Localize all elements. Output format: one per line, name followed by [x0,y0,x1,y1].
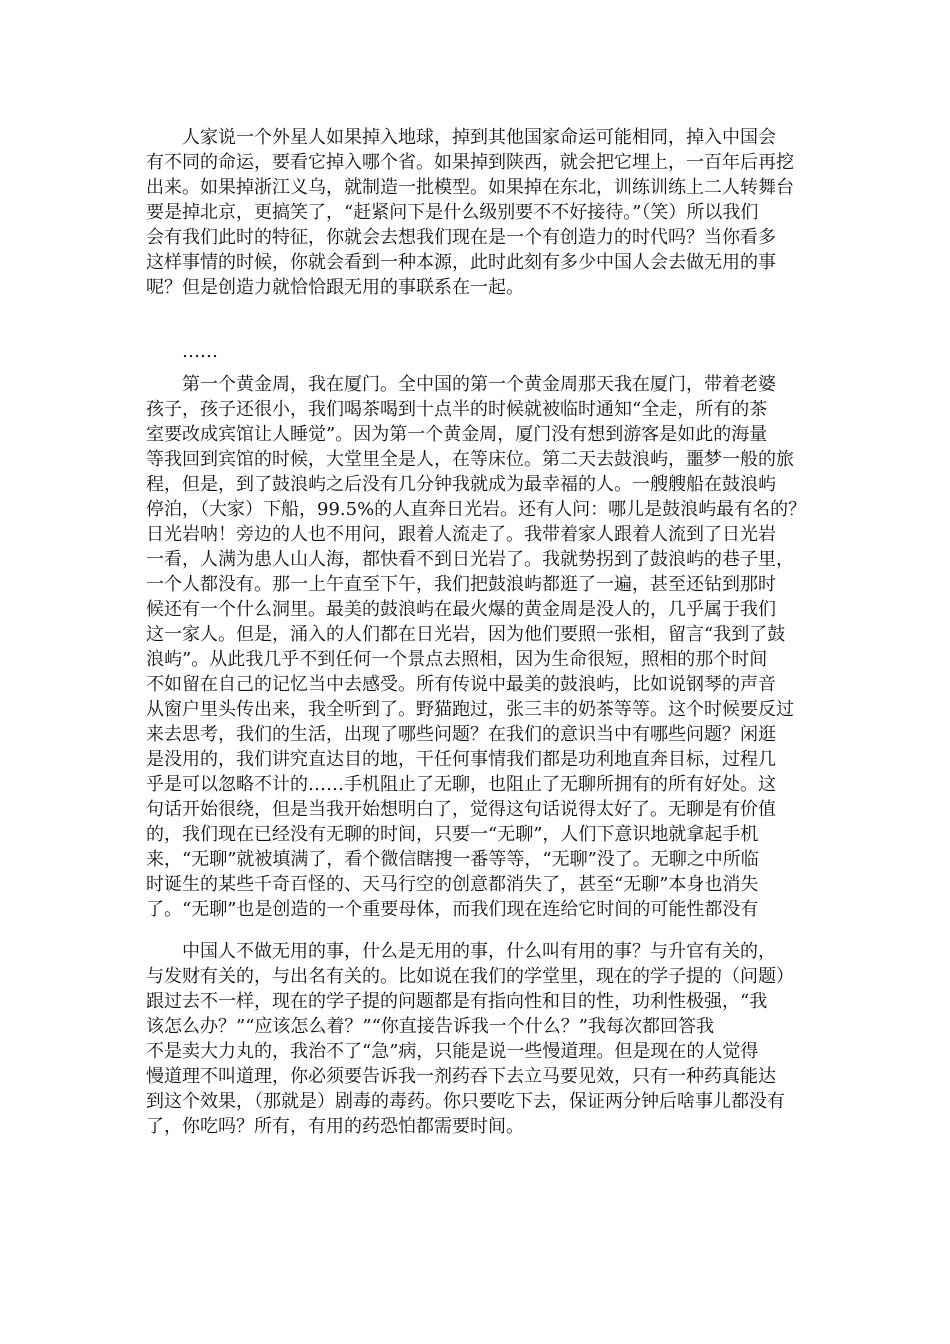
text-line: 来，“无聊”就被填满了，看个微信瞎搜一番等等，“无聊”没了。无聊之中所临 [146,849,759,870]
text-line: 不如留在自己的记忆当中去感受。所有传说中最美的鼓浪屿，比如说钢琴的声音 [146,674,776,695]
text-line: 要是掉北京，更搞笑了，“赶紧问下是什么级别要不不好接待。”（笑）所以我们 [146,202,759,223]
text-line: 室要改成宾馆让人睡觉”。因为第一个黄金周，厦门没有想到游客是如此的海量 [146,424,768,445]
text-line: 乎是可以忽略不计的……手机阻止了无聊，也阻止了无聊所拥有的所有好处。这 [146,774,776,795]
text-line: 了，你吃吗？所有，有用的药恐怕都需要时间。 [146,1116,524,1137]
text-line: 呢？但是创造力就恰恰跟无用的事联系在一起。 [146,277,524,298]
text-line: 第一个黄金周，我在厦门。全中国的第一个黄金周那天我在厦门，带着老婆 [182,374,776,395]
text-line: 浪屿”。从此我几乎不到任何一个景点去照相，因为生命很短，照相的那个时间 [146,649,768,670]
paragraph-3 [146,939,814,1139]
text-line: 一个人都没有。那一上午直至下午，我们把鼓浪屿都逛了一遍，甚至还钻到那时 [146,574,776,595]
text-line: 人家说一个外星人如果掉入地球，掉到其他国家命运可能相同，掉入中国会 [182,127,776,148]
text-line: 时诞生的某些千奇百怪的、天马行空的创意都消失了，甚至“无聊”本身也消失 [146,874,759,895]
text-line: 从窗户里头传出来，我全听到了。野猫跑过，张三丰的奶茶等等。这个时候要反过 [146,699,794,720]
text-line: 中国人不做无用的事，什么是无用的事，什么叫有用的事？与升官有关的， [182,941,776,962]
text-line: 该怎么办？”“应该怎么着？”“你直接告诉我一个什么？”我每次都回答我 [146,1016,715,1037]
text-line: 来去思考，我们的生活，出现了哪些问题？在我们的意识当中有哪些问题？闲逛 [146,724,776,745]
text-line: 到这个效果，（那就是）剧毒的毒药。你只要吃下去，保证两分钟后啥事儿都没有 [146,1091,785,1112]
text-line: 日光岩呐！旁边的人也不用问，跟着人流走了。我带着家人跟着人流到了日光岩 [146,524,776,545]
text-line: 与发财有关的，与出名有关的。比如说在我们的学堂里，现在的学子提的（问题） [146,966,794,987]
text-line: 慢道理不叫道理，你必须要告诉我一剂药吞下去立马要见效，只有一种药真能达 [146,1066,776,1087]
ellipsis-text: …… [182,341,218,362]
text-line: 的，我们现在已经没有无聊的时间，只要一“无聊”，人们下意识地就拿起手机 [146,824,759,845]
text-line: 孩子，孩子还很小，我们喝茶喝到十点半的时候就被临时通知“全走，所有的茶 [146,399,768,420]
text-line: 有不同的命运，要看它掉入哪个省。如果掉到陕西，就会把它埋上，一百年后再挖 [146,152,794,173]
text-line: 这一家人。但是，涌入的人们都在日光岩，因为他们要照一张相，留言“我到了鼓 [146,624,786,645]
text-line: 跟过去不一样，现在的学子提的问题都是有指向性和目的性，功利性极强，“我 [146,991,768,1012]
text-line: 不是卖大力丸的，我治不了“急”病，只能是说一些慢道理。但是现在的人觉得 [146,1041,759,1062]
ellipsis-separator [146,339,814,364]
text-line: 是没用的，我们讲究直达目的地，干任何事情我们都是功利地直奔目标，过程几 [146,749,776,770]
text-line: 这样事情的时候，你就会看到一种本源，此时此刻有多少中国人会去做无用的事 [146,252,776,273]
text-line: 句话开始很绕，但是当我开始想明白了，觉得这句话说得太好了。无聊是有价值 [146,799,776,820]
text-line: 候还有一个什么洞里。最美的鼓浪屿在最火爆的黄金周是没人的，几乎属于我们 [146,599,776,620]
text-line: 停泊，（大家）下船，99.5%的人直奔日光岩。还有人问：哪儿是鼓浪屿最有名的？ [146,499,807,520]
paragraph-1 [146,125,814,300]
text-line: 程，但是，到了鼓浪屿之后没有几分钟我就成为最幸福的人。一艘艘船在鼓浪屿 [146,474,776,495]
text-line: 一看，人满为患人山人海，都快看不到日光岩了。我就势拐到了鼓浪屿的巷子里， [146,549,794,570]
text-line: 出来。如果掉浙江义乌，就制造一批模型。如果掉在东北，训练训练上二人转舞台 [146,177,794,198]
text-line: 会有我们此时的特征，你就会去想我们现在是一个有创造力的时代吗？当你看多 [146,227,776,248]
paragraph-2 [146,372,814,922]
text-line: 等我回到宾馆的时候，大堂里全是人，在等床位。第二天去鼓浪屿，噩梦一般的旅 [146,449,794,470]
text-line: 了。“无聊”也是创造的一个重要母体，而我们现在连给它时间的可能性都没有 [146,899,759,920]
